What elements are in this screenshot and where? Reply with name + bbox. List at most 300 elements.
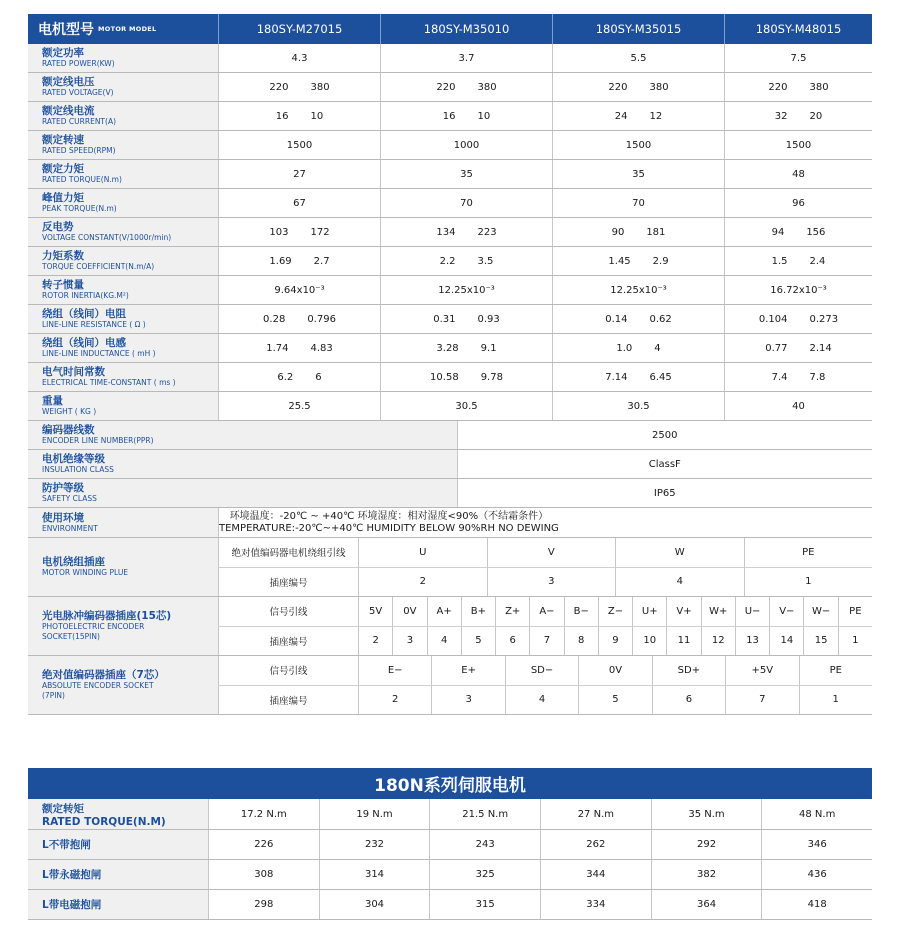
value: 35 — [460, 168, 473, 180]
value: 1000 — [453, 139, 480, 151]
value: 1.0 — [616, 342, 633, 354]
row-label-en: TORQUE COEFFICIENT(N.m/A) — [42, 262, 155, 271]
model-title-en: MOTOR MODEL — [98, 25, 157, 33]
value: 16 — [442, 110, 456, 122]
value-cell — [552, 363, 724, 391]
row-label — [28, 421, 457, 449]
value-group — [293, 169, 306, 180]
value-group — [430, 372, 503, 383]
value: 12.25x10⁻³ — [610, 284, 667, 296]
pin-cell: 3 — [392, 627, 426, 656]
row-label-cn: 额定线电压 — [42, 76, 95, 88]
row-label — [28, 392, 218, 420]
spec-row — [28, 305, 872, 334]
value-group — [610, 285, 667, 296]
pin-cell: A− — [529, 597, 563, 626]
torque-cell: 19 N.m — [319, 799, 430, 829]
value: 220 — [436, 81, 456, 93]
row-label — [28, 305, 218, 333]
spec-row — [28, 160, 872, 189]
row-label — [28, 276, 218, 304]
row-label — [28, 247, 218, 275]
value-cell — [218, 44, 380, 72]
value-group — [288, 401, 310, 412]
winding-label — [28, 538, 218, 596]
value: 94 — [771, 226, 785, 238]
row-label-en: LINE-LINE INDUCTANCE ( mH ) — [42, 349, 156, 358]
row-label-en: RATED TORQUE(N.m) — [42, 175, 122, 184]
value-group — [263, 314, 336, 325]
value: 0.93 — [477, 313, 500, 325]
value-cell — [218, 392, 380, 420]
pin-cell: 14 — [769, 627, 803, 656]
row-label-en: WEIGHT ( KG ) — [42, 407, 97, 416]
value-group — [459, 53, 475, 64]
pin-cell: B+ — [461, 597, 495, 626]
pin-cell: W− — [803, 597, 837, 626]
row-label — [28, 479, 457, 507]
value: 380 — [477, 81, 497, 93]
value-group — [269, 256, 329, 267]
value-group — [772, 227, 826, 238]
value-cell — [724, 44, 872, 72]
value: 9.1 — [480, 342, 497, 354]
spec-row — [28, 131, 872, 160]
value-group — [792, 169, 805, 180]
value: 9.64x10⁻³ — [274, 284, 325, 296]
value-group — [460, 169, 473, 180]
sub-row — [218, 627, 872, 656]
sub-row — [218, 538, 872, 568]
pin-cell: PE — [838, 597, 872, 626]
pin-cell: B− — [564, 597, 598, 626]
value-group — [791, 53, 807, 64]
value-group — [276, 111, 323, 122]
value: 1500 — [286, 139, 313, 151]
pin-cell: E+ — [431, 656, 504, 685]
pin-cell: 4 — [505, 686, 578, 715]
series-value: 232 — [319, 830, 430, 859]
value-group — [436, 343, 496, 354]
value: 20 — [809, 110, 823, 122]
pin-cell: Z− — [598, 597, 632, 626]
series-value: 364 — [651, 890, 762, 919]
value-cell — [552, 247, 724, 275]
model-cell: 180SY-M35015 — [552, 14, 724, 44]
row-label-en: VOLTAGE CONSTANT(V/1000r/min) — [42, 233, 172, 242]
value: 7.4 — [771, 371, 788, 383]
value-cell — [218, 276, 380, 304]
series-table — [28, 768, 872, 920]
row-label-cn: 使用环境 — [42, 511, 84, 524]
abs-encoder-label-en2: (7PIN) — [42, 691, 65, 700]
value-cell — [218, 73, 380, 101]
value: 0.273 — [809, 313, 839, 325]
pin-cell: 4 — [615, 568, 744, 597]
value-group — [627, 401, 649, 412]
pin-cell: Z+ — [495, 597, 529, 626]
value-group — [266, 343, 333, 354]
value: 1500 — [625, 139, 652, 151]
pin-cell: E− — [358, 656, 431, 685]
value-cell — [218, 131, 380, 159]
value-group — [608, 256, 668, 267]
value: 30.5 — [455, 400, 478, 412]
pin-cell: W — [615, 538, 744, 567]
pin-cell: 1 — [799, 686, 872, 715]
value: 30.5 — [627, 400, 650, 412]
row-label — [28, 160, 218, 188]
value-cell — [552, 73, 724, 101]
value: 1.74 — [266, 342, 289, 354]
environment-row — [28, 508, 872, 538]
photo-encoder-subtable — [218, 597, 872, 655]
value-group — [631, 53, 647, 64]
row-label — [28, 508, 218, 537]
series-value: 243 — [429, 830, 540, 859]
value-cell — [380, 392, 552, 420]
value: 2.2 — [439, 255, 456, 267]
row-label-cn: 额定转速 — [42, 134, 84, 146]
value: 7.14 — [605, 371, 628, 383]
series-torque-label — [28, 799, 208, 829]
value: 48 — [792, 168, 805, 180]
value: 10 — [477, 110, 491, 122]
pin-cell: 0V — [578, 656, 651, 685]
value: 380 — [809, 81, 829, 93]
value: 3.7 — [458, 52, 475, 64]
photo-encoder-group — [28, 597, 872, 656]
value-cell — [724, 334, 872, 362]
value-cell — [724, 73, 872, 101]
environment-line-cn: 环境温度：-20℃ ~ +40℃ 环境湿度：相对湿度<90%（不结霜条件） — [229, 510, 549, 522]
sub-row — [218, 686, 872, 715]
value: 10.58 — [430, 371, 459, 383]
spec-row — [28, 102, 872, 131]
value-cell — [380, 218, 552, 246]
series-torque-label-en: RATED TORQUE(N.M) — [42, 815, 166, 828]
value-cell — [380, 305, 552, 333]
series-value: 226 — [208, 830, 319, 859]
value: 6.45 — [649, 371, 672, 383]
value: 70 — [632, 197, 645, 209]
row-label-cn: 编码器线数 — [42, 424, 95, 436]
value: 7.5 — [790, 52, 807, 64]
photo-encoder-label-en2: SOCKET(15PIN) — [42, 632, 100, 641]
pin-cell: 2 — [358, 627, 392, 656]
value-cell — [218, 189, 380, 217]
model-title-cn: 电机型号 — [38, 22, 94, 38]
value: 1.69 — [269, 255, 292, 267]
winding-subtable — [218, 538, 872, 596]
value-cell — [218, 334, 380, 362]
value: 96 — [792, 197, 805, 209]
series-value: 325 — [429, 860, 540, 889]
value-group — [616, 343, 660, 354]
value: 380 — [310, 81, 330, 93]
value-group — [608, 82, 668, 93]
value-cell — [724, 392, 872, 420]
value-group — [269, 227, 329, 238]
abs-encoder-label — [28, 656, 218, 714]
value-cell — [380, 131, 552, 159]
value: 16.72x10⁻³ — [770, 284, 827, 296]
series-value: 292 — [651, 830, 762, 859]
value-cell — [218, 247, 380, 275]
value-group — [605, 372, 672, 383]
series-row-label: L不带抱闸 — [28, 830, 208, 859]
pin-cell: 2 — [358, 568, 487, 597]
sub-row-label: 插座编号 — [218, 686, 358, 715]
row-label-en: ENVIRONMENT — [42, 523, 98, 533]
value: 2.4 — [809, 255, 826, 267]
value: 0.62 — [649, 313, 672, 325]
abs-encoder-subtable — [218, 656, 872, 714]
environment-value — [218, 508, 559, 537]
pin-cell: 6 — [652, 686, 725, 715]
pin-cell: V+ — [666, 597, 700, 626]
value: 1.5 — [771, 255, 788, 267]
row-label-en: PEAK TORQUE(N.m) — [42, 204, 117, 213]
spec-full-row — [28, 421, 872, 450]
pin-cell: 6 — [495, 627, 529, 656]
series-row — [28, 860, 872, 890]
value-group — [438, 285, 495, 296]
value: 156 — [806, 226, 826, 238]
sub-row — [218, 568, 872, 597]
row-label-en: RATED SPEED(RPM) — [42, 146, 116, 155]
value-group — [443, 111, 490, 122]
value-cell — [380, 102, 552, 130]
value-group — [274, 285, 324, 296]
value-group — [454, 140, 479, 151]
value: 1500 — [785, 139, 812, 151]
row-label — [28, 102, 218, 130]
row-label-en: ROTOR INERTIA(KG.M²) — [42, 291, 129, 300]
value-group — [440, 256, 494, 267]
value-cell — [552, 305, 724, 333]
series-value: 298 — [208, 890, 319, 919]
value-cell — [552, 334, 724, 362]
value: 70 — [460, 197, 473, 209]
spec-row — [28, 73, 872, 102]
series-value: 346 — [761, 830, 872, 859]
value-cell — [218, 305, 380, 333]
value: 40 — [792, 400, 805, 412]
value-cell — [724, 218, 872, 246]
sub-row-label: 插座编号 — [218, 568, 358, 597]
pin-cell: U — [358, 538, 487, 567]
value: 2.14 — [809, 342, 832, 354]
winding-label-en: MOTOR WINDING PLUE — [42, 568, 129, 577]
series-value: 382 — [651, 860, 762, 889]
sub-row — [218, 656, 872, 686]
value-group — [433, 314, 500, 325]
row-label-cn: 额定线电流 — [42, 105, 95, 117]
row-label-cn: 反电势 — [42, 221, 74, 233]
value: 223 — [477, 226, 497, 238]
winding-label-cn: 电机绕组插座 — [42, 556, 105, 568]
pin-cell: +5V — [725, 656, 798, 685]
row-label-en: INSULATION CLASS — [42, 465, 114, 474]
value: 9.78 — [480, 371, 503, 383]
value-group — [772, 256, 826, 267]
row-label-cn: 防护等级 — [42, 482, 84, 494]
sub-row-label: 绝对值编码器电机绕组引线 — [218, 538, 358, 567]
value-group — [269, 82, 329, 93]
value: 220 — [269, 81, 289, 93]
value: 0.104 — [758, 313, 788, 325]
series-row — [28, 890, 872, 920]
value-group — [775, 111, 822, 122]
series-torque-label-cn: 额定转矩 — [42, 802, 84, 815]
value: 1.45 — [608, 255, 631, 267]
value: 4.3 — [291, 52, 308, 64]
row-label-cn: 额定功率 — [42, 47, 84, 59]
value-group — [612, 227, 666, 238]
pin-cell: 7 — [529, 627, 563, 656]
value-group — [460, 198, 473, 209]
value-group — [605, 314, 672, 325]
row-label-cn: 电机绝缘等级 — [42, 453, 105, 465]
pin-cell: 5V — [358, 597, 392, 626]
series-value: 436 — [761, 860, 872, 889]
value: 16 — [275, 110, 289, 122]
value-cell — [380, 334, 552, 362]
value-group — [632, 169, 645, 180]
value-group — [759, 314, 838, 325]
value-cell — [552, 392, 724, 420]
sub-row — [218, 597, 872, 627]
value: 5.5 — [630, 52, 647, 64]
photo-encoder-label-en1: PHOTOELECTRIC ENCODER — [42, 622, 145, 631]
value: 0.31 — [433, 313, 456, 325]
value-group — [436, 227, 496, 238]
value-group — [292, 53, 308, 64]
value-cell — [552, 189, 724, 217]
pin-cell: 4 — [427, 627, 461, 656]
value-cell — [218, 363, 380, 391]
value: 3.28 — [436, 342, 459, 354]
value: 67 — [293, 197, 306, 209]
pin-cell: U− — [735, 597, 769, 626]
full-value: IP65 — [457, 479, 873, 507]
pin-cell: 13 — [735, 627, 769, 656]
value: 181 — [646, 226, 666, 238]
value-cell — [380, 247, 552, 275]
spec-row — [28, 392, 872, 421]
value: 0.77 — [765, 342, 788, 354]
series-row-label: L带电磁抱闸 — [28, 890, 208, 919]
torque-cell: 21.5 N.m — [429, 799, 540, 829]
row-label-en: LINE-LINE RESISTANCE ( Ω ) — [42, 320, 146, 329]
abs-encoder-group — [28, 656, 872, 715]
value: 12.25x10⁻³ — [438, 284, 495, 296]
value: 4.83 — [310, 342, 333, 354]
value-cell — [724, 305, 872, 333]
row-label-en: RATED VOLTAGE(V) — [42, 88, 114, 97]
sub-row-label: 信号引线 — [218, 597, 358, 626]
value-cell — [724, 247, 872, 275]
row-label — [28, 363, 218, 391]
spec-row — [28, 218, 872, 247]
pin-cell: 2 — [358, 686, 431, 715]
value-group — [786, 140, 811, 151]
value-cell — [218, 160, 380, 188]
value: 6 — [315, 371, 322, 383]
pin-cell: W+ — [701, 597, 735, 626]
spec-row — [28, 334, 872, 363]
row-label-en: ELECTRICAL TIME-CONSTANT ( ms ) — [42, 378, 176, 387]
row-label-cn: 绕组（线间）电感 — [42, 337, 126, 349]
row-label-cn: 力矩系数 — [42, 250, 84, 262]
torque-cell: 27 N.m — [540, 799, 651, 829]
pin-cell: 7 — [725, 686, 798, 715]
pin-cell: SD+ — [652, 656, 725, 685]
pin-cell: 1 — [744, 568, 873, 597]
value-group — [626, 140, 651, 151]
value-cell — [724, 189, 872, 217]
pin-cell: 5 — [461, 627, 495, 656]
row-label-cn: 峰值力矩 — [42, 192, 84, 204]
pin-cell: PE — [744, 538, 873, 567]
value-group — [455, 401, 477, 412]
row-label-cn: 绕组（线间）电阻 — [42, 308, 126, 320]
abs-encoder-label-en1: ABSOLUTE ENCODER SOCKET — [42, 681, 154, 690]
row-label-en: ENCODER LINE NUMBER(PPR) — [42, 436, 154, 445]
value-cell — [380, 189, 552, 217]
value-cell — [552, 218, 724, 246]
value: 7.8 — [809, 371, 826, 383]
pin-cell: 5 — [578, 686, 651, 715]
pin-cell: 3 — [487, 568, 616, 597]
series-title: 180N系列伺服电机 — [28, 768, 872, 799]
row-label-cn: 重量 — [42, 395, 63, 407]
series-value: 334 — [540, 890, 651, 919]
pin-cell: 9 — [598, 627, 632, 656]
row-label — [28, 334, 218, 362]
spec-row — [28, 276, 872, 305]
series-value: 262 — [540, 830, 651, 859]
pin-cell: 8 — [564, 627, 598, 656]
model-cell: 180SY-M35010 — [380, 14, 552, 44]
pin-cell: 0V — [392, 597, 426, 626]
row-label-en: RATED POWER(KW) — [42, 59, 115, 68]
value: 25.5 — [288, 400, 311, 412]
value-group — [770, 285, 827, 296]
value: 220 — [608, 81, 628, 93]
series-value: 344 — [540, 860, 651, 889]
value-cell — [380, 73, 552, 101]
value: 32 — [774, 110, 788, 122]
pin-cell: 12 — [701, 627, 735, 656]
spec-row — [28, 189, 872, 218]
value-group — [287, 140, 312, 151]
value-cell — [380, 363, 552, 391]
pin-cell: V− — [769, 597, 803, 626]
pin-cell: 1 — [838, 627, 872, 656]
row-label-en: SAFETY CLASS — [42, 494, 97, 503]
value: 2.7 — [313, 255, 330, 267]
value: 4 — [654, 342, 661, 354]
pin-cell: 15 — [803, 627, 837, 656]
series-value: 418 — [761, 890, 872, 919]
value: 35 — [632, 168, 645, 180]
value-cell — [552, 102, 724, 130]
value: 90 — [611, 226, 625, 238]
value-group — [632, 198, 645, 209]
value-cell — [380, 276, 552, 304]
